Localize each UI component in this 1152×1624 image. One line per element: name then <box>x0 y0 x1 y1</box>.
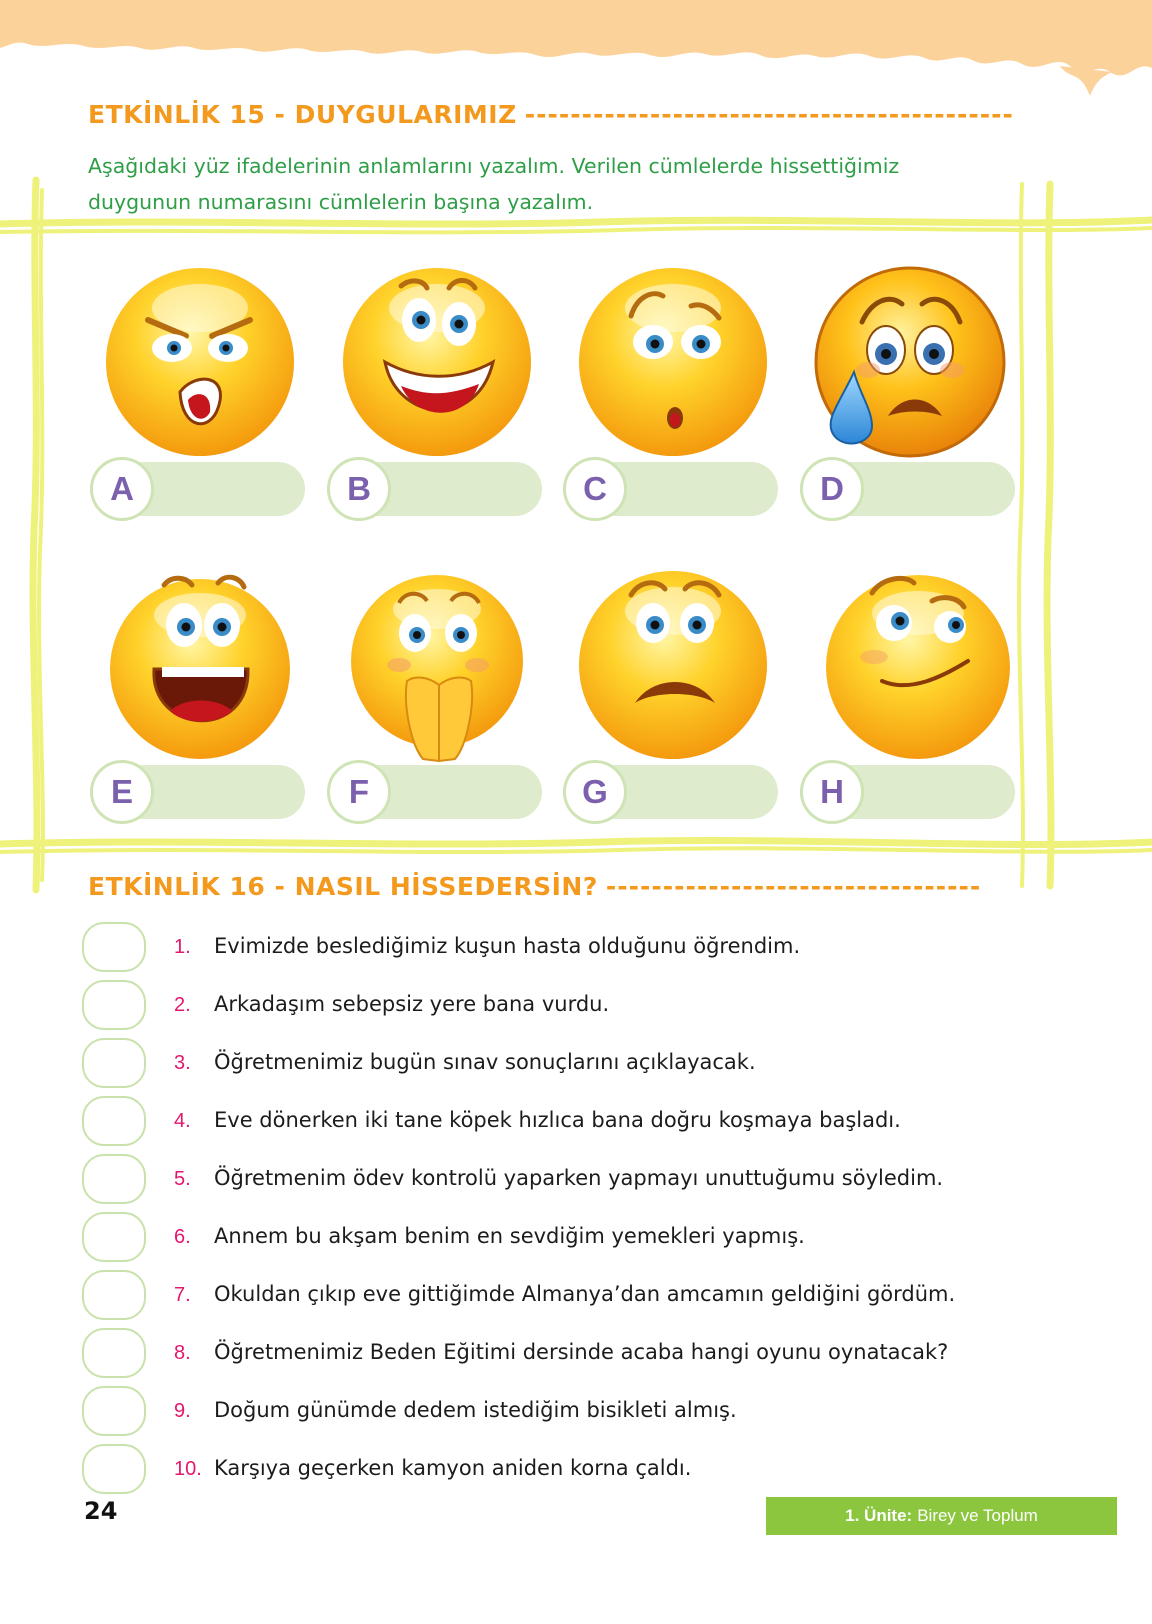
answer-pill-g[interactable] <box>563 765 778 819</box>
question-number: 7. <box>174 1284 191 1306</box>
question-number: 9. <box>174 1400 191 1422</box>
letter-label-a: A <box>90 457 154 521</box>
heading-dash-line: --------------------------------- <box>605 872 982 901</box>
emoji-card-g <box>563 565 778 845</box>
answer-box-4[interactable] <box>82 1096 146 1146</box>
emoji-card-e <box>90 565 305 845</box>
emoji-card-f <box>327 565 542 845</box>
question-text: Okuldan çıkıp eve gittiğimde Almanya’dan amcamın geldiğini gördüm. <box>214 1282 956 1306</box>
answer-pill-a[interactable] <box>90 462 305 516</box>
question-number: 3. <box>174 1052 191 1074</box>
unit-name: Birey ve Toplum <box>917 1506 1038 1525</box>
answer-box-6[interactable] <box>82 1212 146 1262</box>
answer-box-10[interactable] <box>82 1444 146 1494</box>
instruction-line-1: Aşağıdaki yüz ifadelerinin anlamlarını yazalım. Verilen cümlelerde hissettiğimiz <box>88 154 900 178</box>
question-text: Karşıya geçerken kamyon aniden korna çaldı. <box>214 1456 692 1480</box>
surprised-face-icon <box>573 262 773 462</box>
question-number: 5. <box>174 1168 191 1190</box>
answer-pill-c[interactable] <box>563 462 778 516</box>
angry-face-icon <box>100 262 300 462</box>
letter-label-e: E <box>90 760 154 824</box>
question-row-4 <box>82 1096 1082 1152</box>
letter-label-d: D <box>800 457 864 521</box>
answer-pill-e[interactable] <box>90 765 305 819</box>
unit-label: 1. Ünite: <box>845 1506 913 1525</box>
answer-box-8[interactable] <box>82 1328 146 1378</box>
question-row-3 <box>82 1038 1082 1094</box>
activity15-heading <box>88 100 1014 129</box>
question-text: Öğretmenimiz bugün sınav sonuçlarını açıklayacak. <box>214 1050 756 1074</box>
emoji-card-b <box>327 262 542 542</box>
smirking-face-icon <box>810 565 1010 765</box>
heading-dash-line: ------------------------------------------- <box>524 100 1014 129</box>
letter-label-b: B <box>327 457 391 521</box>
scared-face-icon <box>100 565 300 765</box>
answer-box-3[interactable] <box>82 1038 146 1088</box>
activity15-title: ETKİNLİK 15 - DUYGULARIMIZ <box>88 100 517 129</box>
sad-face-icon <box>573 565 773 765</box>
question-row-10 <box>82 1444 1082 1500</box>
question-text: Eve dönerken iki tane köpek hızlıca bana doğru koşmaya başladı. <box>214 1108 901 1132</box>
question-row-8 <box>82 1328 1082 1384</box>
answer-box-5[interactable] <box>82 1154 146 1204</box>
answer-box-7[interactable] <box>82 1270 146 1320</box>
question-number: 1. <box>174 936 191 958</box>
question-row-9 <box>82 1386 1082 1442</box>
question-text: Arkadaşım sebepsiz yere bana vurdu. <box>214 992 610 1016</box>
unit-footer-bar <box>766 1497 1117 1535</box>
question-text: Annem bu akşam benim en sevdiğim yemekleri yapmış. <box>214 1224 805 1248</box>
emoji-card-h <box>800 565 1015 845</box>
answer-box-9[interactable] <box>82 1386 146 1436</box>
question-row-5 <box>82 1154 1082 1210</box>
answer-pill-h[interactable] <box>800 765 1015 819</box>
question-row-7 <box>82 1270 1082 1326</box>
question-text: Doğum günümde dedem istediğim bisikleti almış. <box>214 1398 737 1422</box>
excited-face-icon <box>337 565 537 765</box>
question-number: 6. <box>174 1226 191 1248</box>
question-number: 4. <box>174 1110 191 1132</box>
question-text: Öğretmenimiz Beden Eğitimi dersinde acaba hangi oyunu oynatacak? <box>214 1340 949 1364</box>
question-number: 2. <box>174 994 191 1016</box>
question-row-1 <box>82 922 1082 978</box>
letter-label-c: C <box>563 457 627 521</box>
emoji-card-a <box>90 262 305 542</box>
answer-pill-f[interactable] <box>327 765 542 819</box>
activity16-title: ETKİNLİK 16 - NASIL HİSSEDERSİN? <box>88 872 598 901</box>
top-paint-band <box>0 0 1152 110</box>
question-row-2 <box>82 980 1082 1036</box>
page-number: 24 <box>84 1497 118 1525</box>
answer-box-2[interactable] <box>82 980 146 1030</box>
answer-pill-d[interactable] <box>800 462 1015 516</box>
instruction-line-2: duygunun numarasını cümlelerin başına yazalım. <box>88 190 594 214</box>
activity16-heading <box>88 872 981 901</box>
emoji-card-c <box>563 262 778 542</box>
answer-box-1[interactable] <box>82 922 146 972</box>
emoji-card-d <box>800 262 1015 542</box>
letter-label-h: H <box>800 760 864 824</box>
answer-pill-b[interactable] <box>327 462 542 516</box>
crying-face-icon <box>810 262 1010 462</box>
question-row-6 <box>82 1212 1082 1268</box>
question-text: Evimizde beslediğimiz kuşun hasta olduğunu öğrendim. <box>214 934 801 958</box>
question-number: 8. <box>174 1342 191 1364</box>
letter-label-g: G <box>563 760 627 824</box>
letter-label-f: F <box>327 760 391 824</box>
question-number: 10. <box>174 1458 202 1480</box>
happy-face-icon <box>337 262 537 462</box>
question-text: Öğretmenim ödev kontrolü yaparken yapmayı unuttuğumu söyledim. <box>214 1166 944 1190</box>
